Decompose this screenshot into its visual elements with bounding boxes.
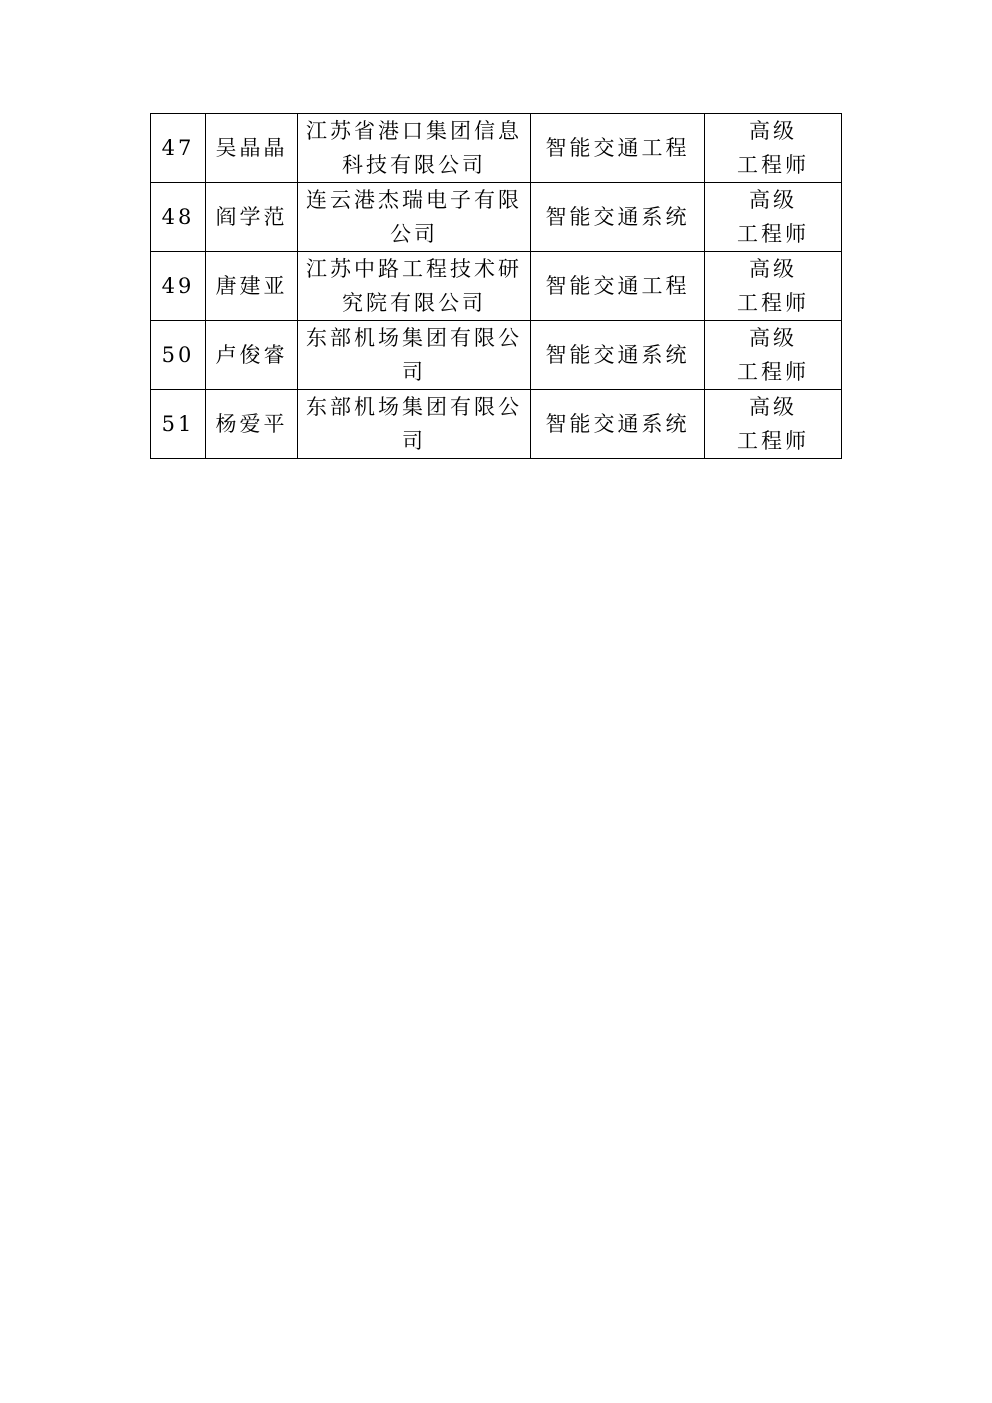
- table-row: [151, 183, 842, 252]
- title-line-1: 高级: [749, 257, 797, 281]
- serial-number: 51: [161, 412, 195, 436]
- title-line-2: 工程师: [737, 360, 809, 384]
- title-line-1: 高级: [749, 326, 797, 350]
- specialty: 智能交通系统: [545, 205, 690, 229]
- title-cell: [705, 390, 842, 459]
- title-cell: [705, 321, 842, 390]
- specialty-cell: [531, 321, 705, 390]
- employer-name: 连云港杰瑞电子有限公司: [306, 188, 522, 246]
- name-cell: [206, 321, 298, 390]
- employer-name: 江苏中路工程技术研究院有限公司: [306, 257, 522, 315]
- employer-name: 东部机场集团有限公司: [306, 326, 522, 384]
- title-line-2: 工程师: [737, 153, 809, 177]
- person-name: 卢俊睿: [215, 343, 288, 367]
- table-row: [151, 321, 842, 390]
- specialty-cell: [531, 114, 705, 183]
- specialty-cell: [531, 390, 705, 459]
- title-cell: [705, 252, 842, 321]
- name-cell: [206, 252, 298, 321]
- specialty: 智能交通工程: [545, 136, 690, 160]
- table-row: [151, 114, 842, 183]
- serial-number: 47: [161, 136, 195, 160]
- specialty: 智能交通工程: [545, 274, 690, 298]
- title-cell: [705, 114, 842, 183]
- specialty-cell: [531, 183, 705, 252]
- table-row: [151, 252, 842, 321]
- title-line-2: 工程师: [737, 291, 809, 315]
- serial-number: 48: [161, 205, 195, 229]
- title-line-1: 高级: [749, 395, 797, 419]
- serial-number: 49: [161, 274, 195, 298]
- employer-cell: [298, 183, 531, 252]
- serial-number-cell: [151, 114, 206, 183]
- person-name: 杨爱平: [215, 412, 288, 436]
- serial-number-cell: [151, 252, 206, 321]
- employer-cell: [298, 114, 531, 183]
- specialty: 智能交通系统: [545, 343, 690, 367]
- title-line-1: 高级: [749, 188, 797, 212]
- person-name: 吴晶晶: [215, 136, 288, 160]
- person-name: 阎学范: [215, 205, 288, 229]
- specialty-cell: [531, 252, 705, 321]
- serial-number-cell: [151, 390, 206, 459]
- roster-table: [150, 113, 842, 459]
- serial-number: 50: [161, 343, 195, 367]
- employer-cell: [298, 321, 531, 390]
- title-line-1: 高级: [749, 119, 797, 143]
- specialty: 智能交通系统: [545, 412, 690, 436]
- name-cell: [206, 114, 298, 183]
- employer-name: 东部机场集团有限公司: [306, 395, 522, 453]
- employer-cell: [298, 252, 531, 321]
- name-cell: [206, 183, 298, 252]
- employer-cell: [298, 390, 531, 459]
- title-cell: [705, 183, 842, 252]
- serial-number-cell: [151, 321, 206, 390]
- title-line-2: 工程师: [737, 222, 809, 246]
- serial-number-cell: [151, 183, 206, 252]
- employer-name: 江苏省港口集团信息科技有限公司: [306, 119, 522, 177]
- person-name: 唐建亚: [215, 274, 288, 298]
- title-line-2: 工程师: [737, 429, 809, 453]
- name-cell: [206, 390, 298, 459]
- table-row: [151, 390, 842, 459]
